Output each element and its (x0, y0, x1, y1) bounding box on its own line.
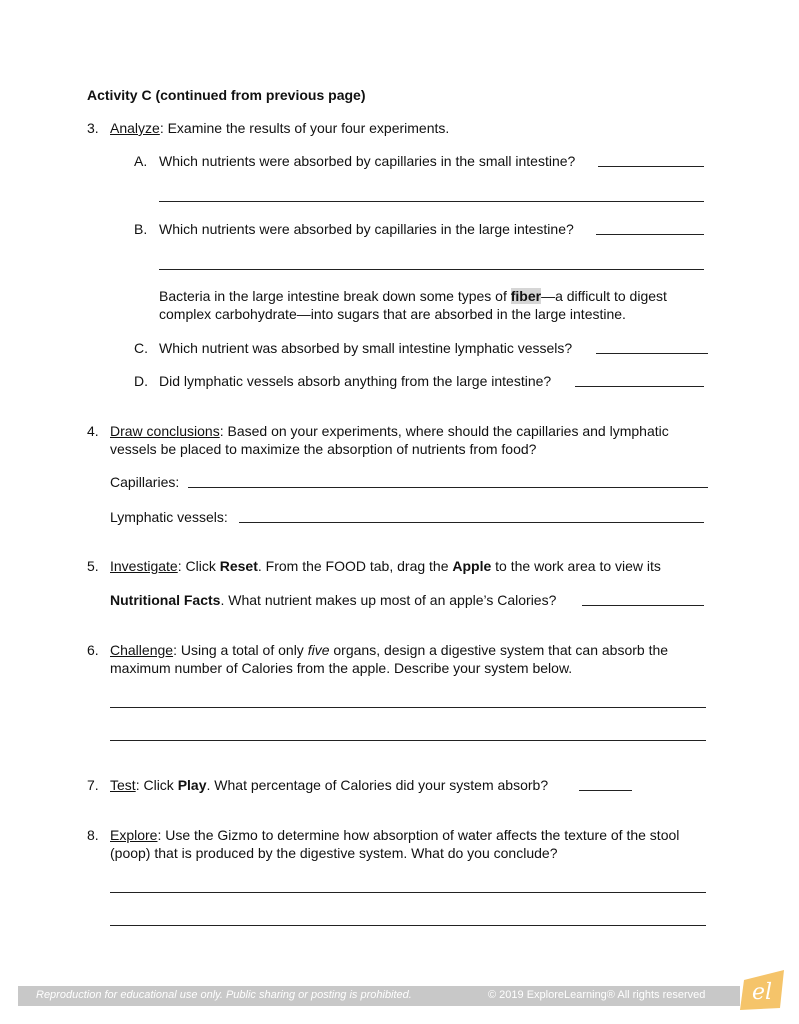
question-7-number: 7. (87, 777, 99, 793)
question-4-number: 4. (87, 423, 99, 439)
question-6-label: Challenge (110, 642, 174, 658)
question-3-label: Analyze (110, 120, 160, 136)
q8-answer-line-1[interactable] (110, 892, 706, 893)
q3a-letter: A. (134, 153, 148, 169)
capillaries-answer-line[interactable] (188, 487, 708, 488)
lymphatic-answer-line[interactable] (239, 522, 704, 523)
q3c-text: Which nutrient was absorbed by small intestine lymphatic vessels? (159, 340, 573, 356)
five-term: five (307, 642, 330, 658)
capillaries-label: Capillaries: (110, 474, 180, 490)
fiber-note-pre: Bacteria in the large intestine break down some types of (159, 288, 511, 304)
footer-copyright: © 2019 ExploreLearning® All rights reserved (488, 989, 706, 1001)
question-5-text-1: : Click (177, 558, 220, 574)
question-5-text-4: . What nutrient makes up most of an apple’s Calories? (220, 592, 557, 608)
question-5-label: Investigate (110, 558, 178, 574)
apple-term: Apple (452, 558, 492, 574)
question-6-text-2: organs, design a digestive system that can absorb the (329, 642, 669, 658)
question-5-text-2: . From the FOOD tab, drag the (257, 558, 453, 574)
fiber-term: fiber (510, 288, 542, 304)
fiber-note-post: —a difficult to digest (541, 288, 667, 304)
q3d-answer-line[interactable] (575, 386, 704, 387)
page-heading: Activity C (continued from previous page) (87, 87, 366, 103)
q3b-answer-line-1[interactable] (596, 234, 704, 235)
question-4-line-2: vessels be placed to maximize the absorption of nutrients from food? (110, 441, 537, 457)
question-4-label: Draw conclusions (110, 423, 220, 439)
q3b-letter: B. (134, 221, 148, 237)
question-3-text: : Examine the results of your four experiments. (159, 120, 450, 136)
q3c-letter: C. (134, 340, 148, 356)
q7-answer-line[interactable] (579, 790, 632, 791)
question-4-line-1 (110, 422, 669, 440)
q3a-text: Which nutrients were absorbed by capillaries in the small intestine? (159, 153, 576, 169)
q6-answer-line-1[interactable] (110, 707, 706, 708)
q3d-letter: D. (134, 373, 148, 389)
nutritional-facts-term: Nutritional Facts (110, 592, 221, 608)
fiber-note-line-2: complex carbohydrate—into sugars that are absorbed in the large intestine. (159, 306, 626, 322)
question-8-line-2: (poop) that is produced by the digestive system. What do you conclude? (110, 845, 558, 861)
q6-answer-line-2[interactable] (110, 740, 706, 741)
question-3 (110, 119, 449, 137)
explorelearning-logo-icon (740, 968, 788, 1012)
q8-answer-line-2[interactable] (110, 925, 706, 926)
question-7-text-1: : Click (135, 777, 178, 793)
question-6-line-1 (110, 641, 668, 659)
reset-term: Reset (219, 558, 258, 574)
question-7-line (110, 776, 548, 794)
q5-answer-line[interactable] (582, 605, 704, 606)
question-8-text: : Use the Gizmo to determine how absorption of water affects the texture of the stool (157, 827, 680, 843)
question-6-number: 6. (87, 642, 99, 658)
play-term: Play (177, 777, 207, 793)
question-8-number: 8. (87, 827, 99, 843)
question-5-number: 5. (87, 558, 99, 574)
question-4-text: : Based on your experiments, where should the capillaries and lymphatic (219, 423, 669, 439)
logo-letters: el (751, 980, 773, 1005)
question-3-number: 3. (87, 120, 99, 136)
question-8-label: Explore (110, 827, 158, 843)
question-6-line-2: maximum number of Calories from the apple. Describe your system below. (110, 660, 573, 676)
q3c-answer-line[interactable] (596, 353, 708, 354)
question-5-text-3: to the work area to view its (491, 558, 661, 574)
q3a-answer-line-1[interactable] (598, 166, 704, 167)
q3b-answer-line-2[interactable] (159, 269, 704, 270)
explorelearning-logo (740, 968, 788, 1012)
footer-notice: Reproduction for educational use only. Public sharing or posting is prohibited. (36, 989, 412, 1001)
question-8-line-1 (110, 826, 679, 844)
question-6-text-1: : Using a total of only (173, 642, 308, 658)
q3a-answer-line-2[interactable] (159, 201, 704, 202)
question-5-line-2 (110, 591, 556, 609)
q3d-text: Did lymphatic vessels absorb anything from the large intestine? (159, 373, 552, 389)
lymphatic-label: Lymphatic vessels: (110, 509, 228, 525)
question-7-label: Test (110, 777, 136, 793)
question-5-line-1 (110, 557, 661, 575)
fiber-note-line-1 (159, 287, 667, 305)
q3b-text: Which nutrients were absorbed by capillaries in the large intestine? (159, 221, 574, 237)
question-7-text-2: . What percentage of Calories did your system absorb? (206, 777, 549, 793)
